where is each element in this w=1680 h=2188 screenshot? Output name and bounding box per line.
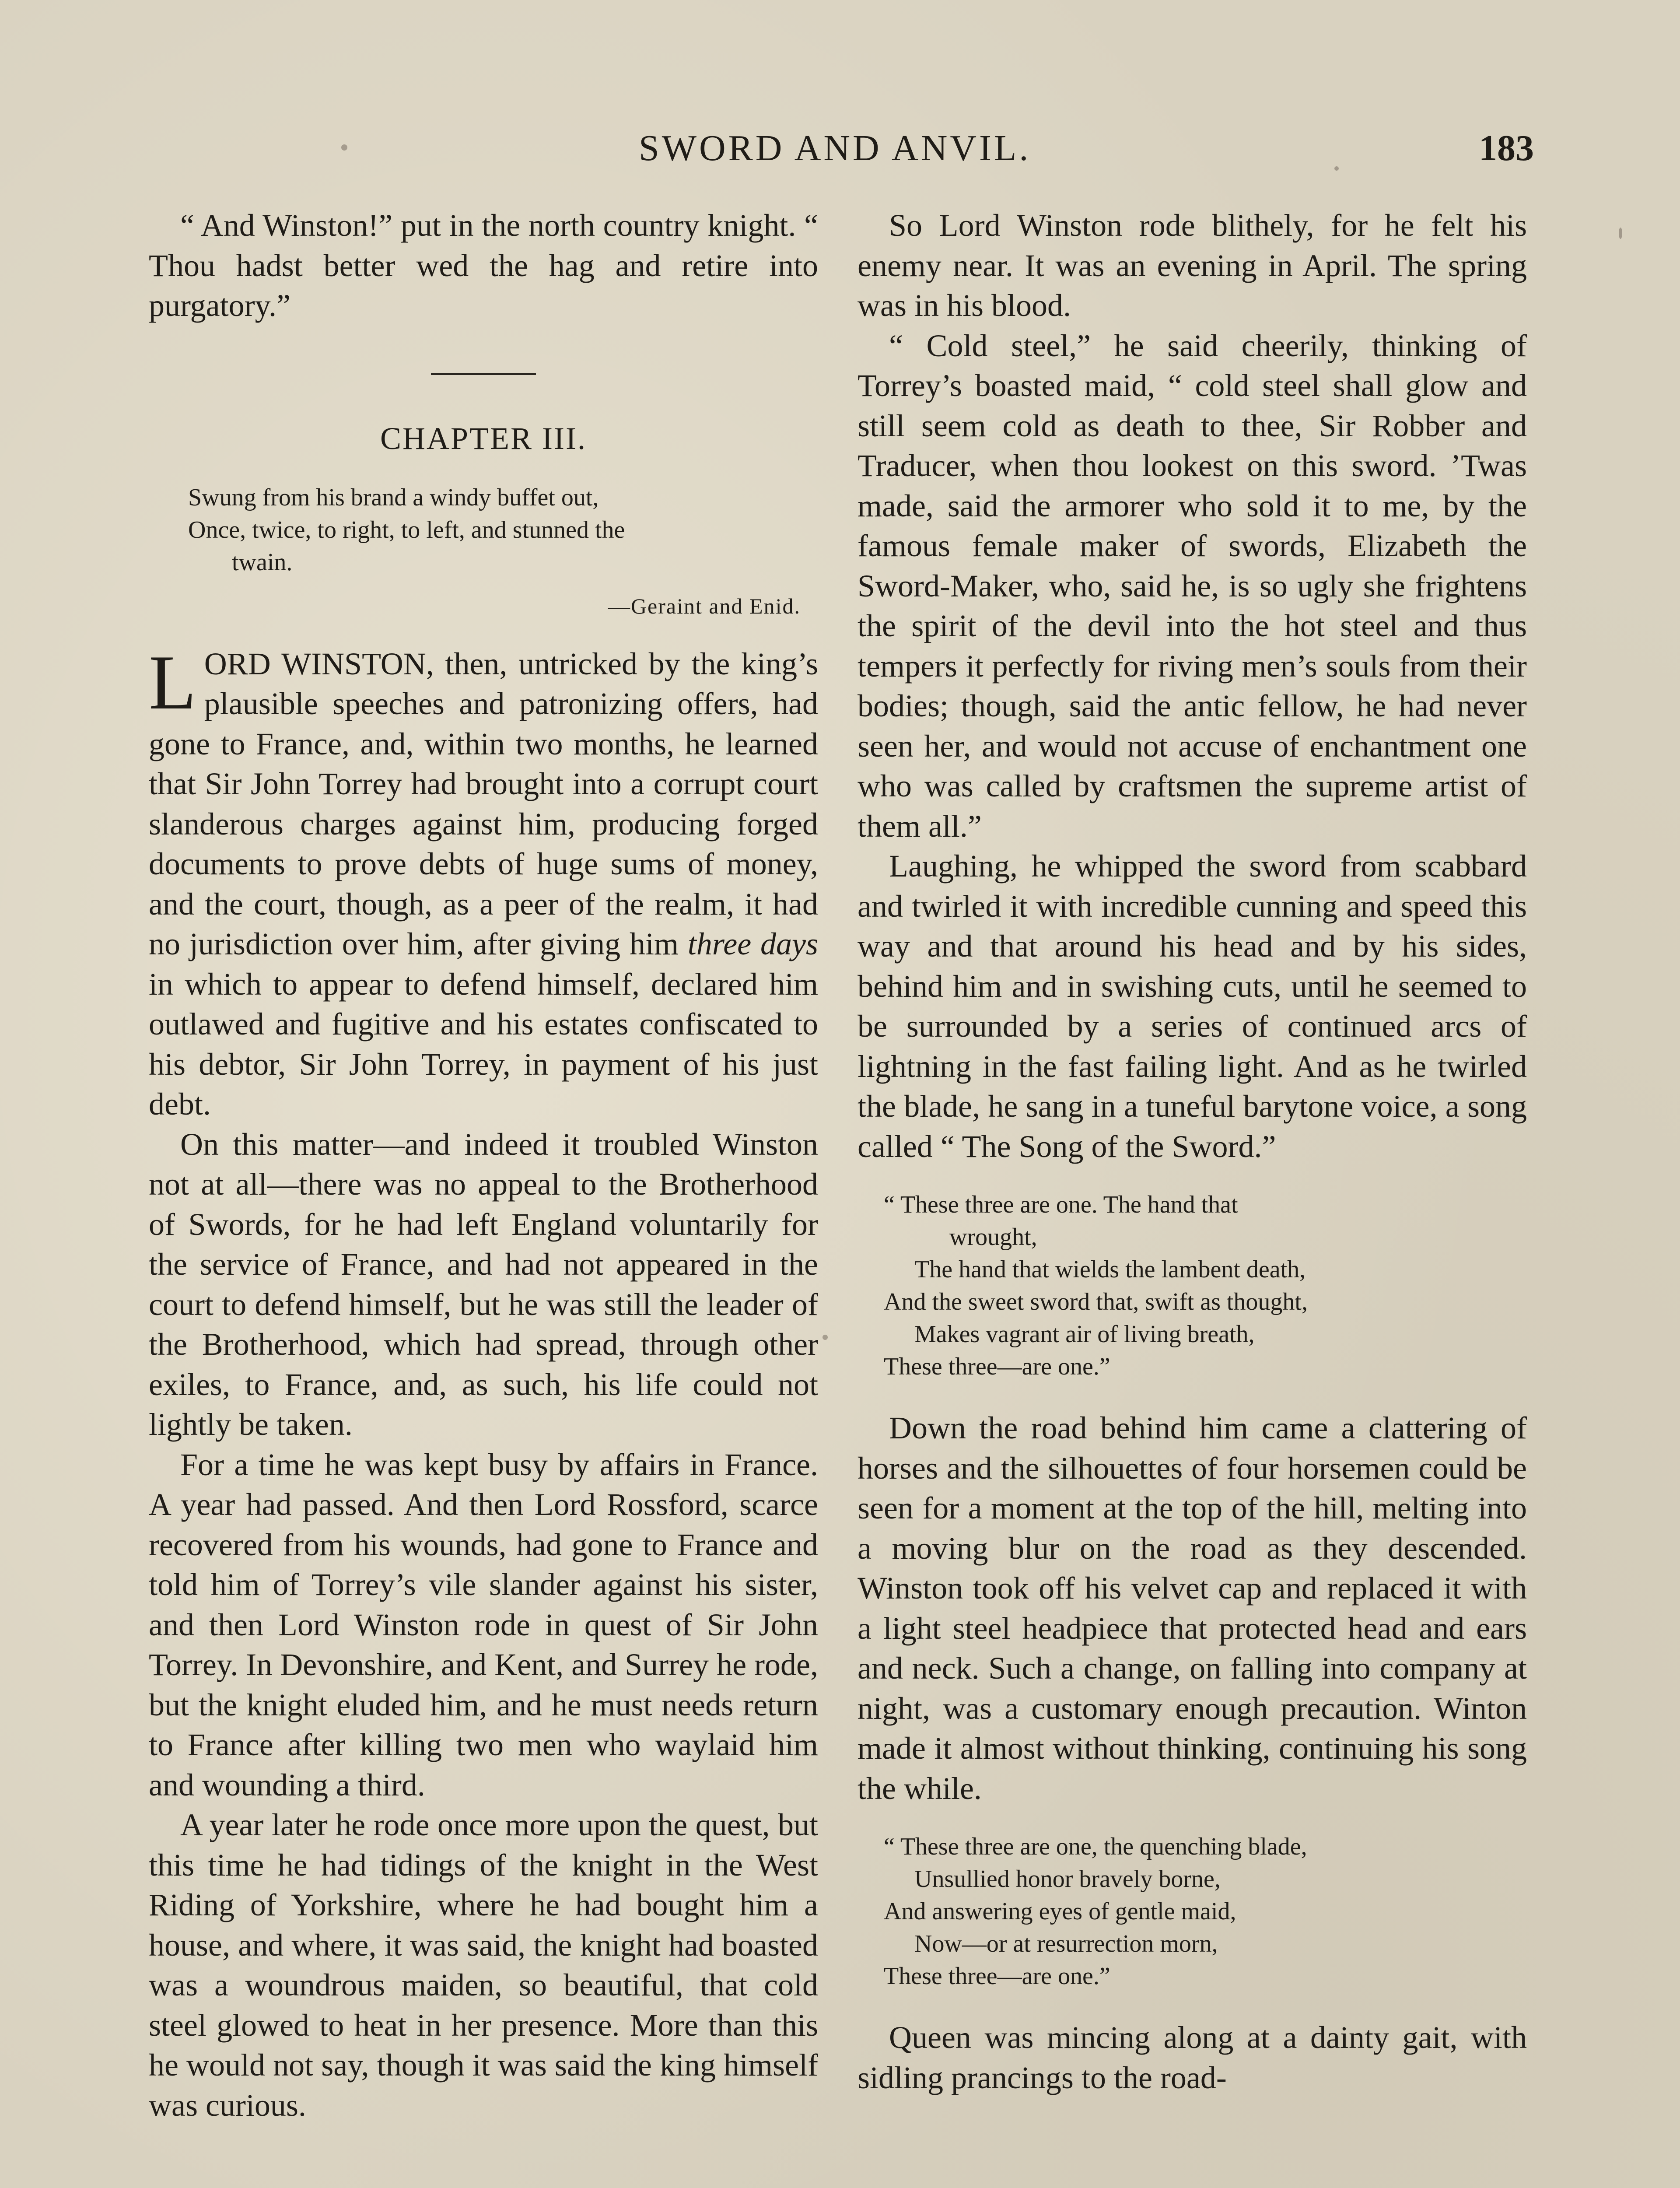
paragraph: Queen was mincing along at a dainty gait, with sidling prancings to the road- [858,2020,1527,2095]
verse-line: The hand that wields the lambent death, [914,1256,1306,1283]
verse-line: And the sweet sword that, swift as thought, [884,1288,1308,1315]
chapter-first-paragraph [149,638,818,1125]
epigraph-line: Swung from his brand a windy buffet out, [188,484,599,511]
verse-line: wrought, [949,1224,1037,1251]
song-verse-1 [884,1189,1527,1383]
verse-line: “ These three are one. The hand that [884,1191,1238,1218]
paragraph: For a time he was kept busy by affairs in France. A year had passed. And then Lord Rossford, scarce recovered from his wounds, had gone to France and told him of Torrey’s vile slander against his sister, and then Lord Winston rode in quest of Sir John Torrey. In Devonshire, and Kent, and Surrey he rode, but the knight eluded him, and he must needs return to France after killing two men who waylaid him and wounding a third. [149,1447,818,1802]
running-title: SWORD AND ANVIL. [639,128,1031,168]
paragraph: Laughing, he whipped the sword from scabbard and twirled it with incredible cunning and speed this way and that around his head and by his sides, behind him and in swishing cuts, until he seemed to be surrounded by a series of continued arcs of lightning in the fast failing light. And as he twirled the blade, he sang in a tuneful barytone voice, a song called “ The Song of the Sword.” [858,849,1527,1164]
paragraph: Down the road behind him came a clattering of horses and the silhouettes of four horsemen could be seen for a moment at the top of the hill, melting into a moving blur on the road as they descended. Winston took off his velvet cap and replaced it with a light steel headpiece that protected head and ears and neck. Such a change, on falling into company at night, was a customary enough precaution. Winton made it almost without thinking, continuing his song the while. [858,1410,1527,1806]
section-rule [431,373,536,375]
paragraph: A year later he rode once more upon the quest, but this time he had tidings of the knight in the West Riding of Yorkshire, where he had bought him a house, and where, it was said, the knight had boasted was a woundrous maiden, so beautiful, that cold steel glowed to heat in her presence. More than this he would not say, though it was said the king himself was curious. [149,1807,818,2123]
running-head [0,127,1680,175]
opening-paragraph: “ And Winston!” put in the north country knight. “ Thou hadst better wed the hag and retire into purgatory.” [149,208,818,323]
left-column [149,206,818,2125]
verse-line: Unsullied honor bravely borne, [914,1865,1221,1893]
paragraph-text: ORD WINSTON, then, untricked by the king’s plausible speeches and patronizing offers, had gone to France, and, within two months, he learned that Sir John Torrey had brought into a corrupt court slanderous charges against him, producing forged documents to prove debts of huge sums of money, and the court, though, as a peer of the realm, it had no jurisdiction over him, after giving him [149,646,818,961]
verse-line: These three—are one.” [884,1353,1110,1380]
italic-emphasis: three days [687,926,818,961]
song-verse-2 [884,1830,1527,1992]
epigraph-line: twain. [232,549,293,576]
right-column [858,206,1527,2098]
chapter-heading: CHAPTER III. [380,421,587,456]
paper-speck [822,1335,828,1340]
drop-cap: L [149,638,196,726]
epigraph-line: Once, twice, to right, to left, and stunned the [188,516,625,543]
paragraph: “ Cold steel,” he said cheerily, thinking of Torrey’s boasted maid, “ cold steel shall glow and still seem cold as death to thee, Sir Robber and Traducer, when thou lookest on this sword. ’Twas made, said the armorer who sold it to me, by the famous female maker of swords, Elizabeth the Sword-Maker, who, said he, is so ugly she frightens the spirit of the devil into the hot steel and thus tempers it perfectly for riving men’s souls from their bodies; though, said the antic fellow, he had never seen her, and would not accuse of enchantment one who was called by craftsmen the supreme artist of them all.” [858,328,1527,844]
paper-speck [1619,228,1622,239]
verse-line: And answering eyes of gentle maid, [884,1898,1236,1925]
epigraph [188,481,801,579]
epigraph-attribution: —Geraint and Enid. [608,594,801,618]
verse-line: “ These three are one, the quenching blade, [884,1833,1307,1860]
verse-line: Makes vagrant air of living breath, [914,1321,1255,1348]
paragraph: On this matter—and indeed it troubled Winston not at all—there was no appeal to the Brotherhood of Swords, for he had left England voluntarily for the service of France, and had not appeared in the court to defend himself, but he was still the leader of the Brotherhood, which had spread, through other exiles, to France, and, as such, his life could not lightly be taken. [149,1126,818,1442]
page-number: 183 [1479,128,1534,168]
verse-line: Now—or at resurrection morn, [914,1930,1218,1957]
verse-line: These three—are one.” [884,1963,1110,1990]
paragraph: So Lord Winston rode blithely, for he felt his enemy near. It was an evening in April. The spring was in his blood. [858,208,1527,323]
paragraph-text: in which to appear to defend himself, declared him outlawed and fugitive and his estates confiscated to his debtor, Sir John Torrey, in payment of his just debt. [149,966,818,1122]
